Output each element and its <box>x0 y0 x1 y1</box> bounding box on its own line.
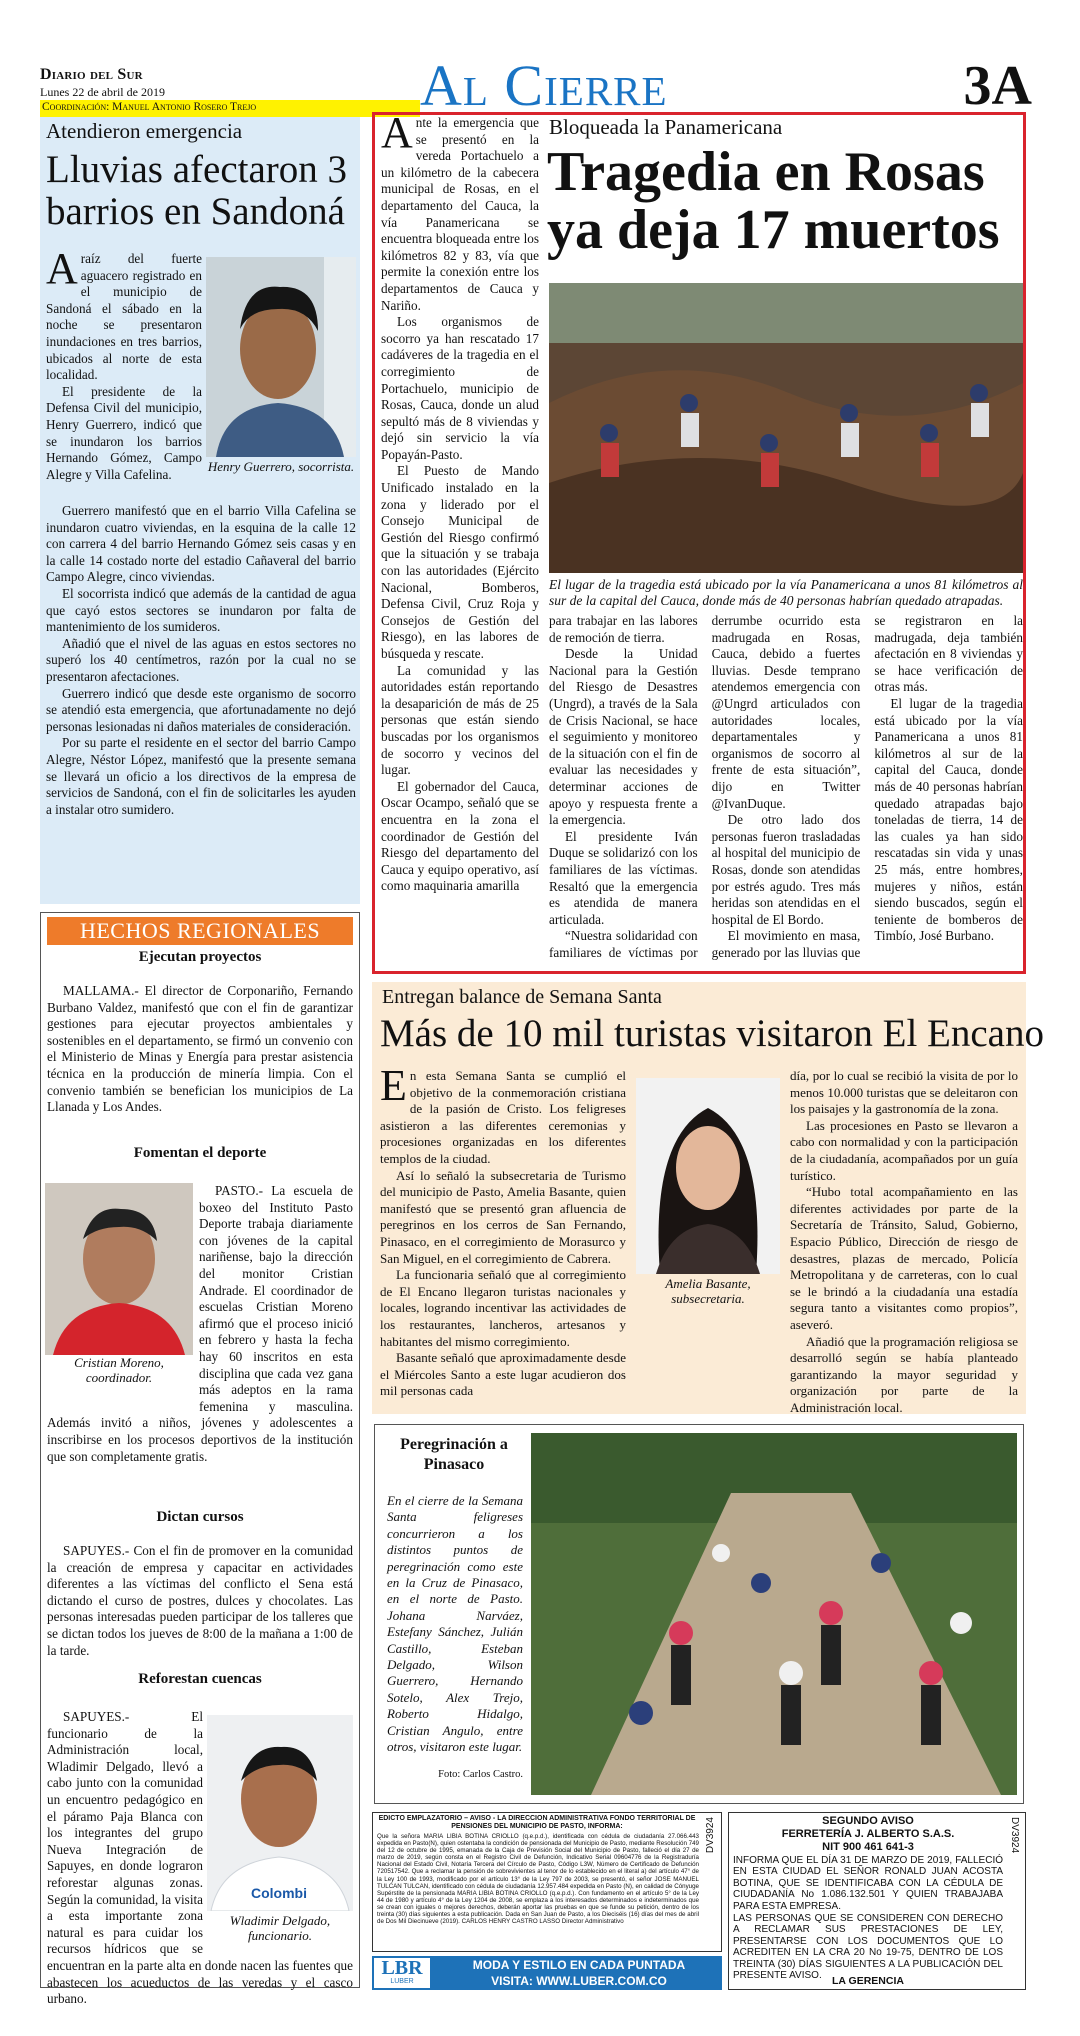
rosas-left-p5: El gobernador del Cauca, Oscar Ocampo, señaló que se encuentra en la zona el coordinador de Gestión del Riesgo del departamento del Cauca y equipo operativo, así como maquinaria amarilla <box>381 778 539 894</box>
amelia-basante-photo <box>636 1078 780 1274</box>
rosas-left-p1: Ante la emergencia que se presentó en la vereda Portachuelo a un kilómetro de la cabecera municipal de Rosas, en el departamento del Cauca, la vía Panamericana se encuentra bloqueada entre los kilómetros 82 y 83, vía que permite la conexión entre los departamentos de Cauca y Nariño. <box>381 108 539 313</box>
encano-col1-p4: Basante señaló que aproximadamente desde el Miércoles Santo a este lugar acudieron dos mil personas cada <box>380 1350 626 1399</box>
coordination-text: Coordinación: Manuel Antonio Rosero Trejo <box>42 101 257 113</box>
rosas-left-p4: La comunidad y las autoridades están reportando la desaparición de más de 25 personas que están siendo buscadas por los organismos de socorro y vecinos del lugar. <box>381 662 539 778</box>
luber-logo-box <box>374 1958 430 1988</box>
encano-col1 <box>380 1061 626 1400</box>
hechos-item-4-title: Reforestan cuencas <box>138 1671 262 1687</box>
encano-col2 <box>790 1068 1018 1416</box>
hechos-item-1-text: MALLAMA.- El director de Corponariño, Fernando Burbano Valdez, manifestó que con el fin de garantizar gestiones para ejecutar proyectos ambientales y sostenibles en el departamento, se firmó un convenio con el Ministerio de Minas y Energía para prestar asistencia técnica en la producción de minería limpia. Con el convenio también se benefician los municipios de La Llanada y Los Andes. <box>47 983 353 1115</box>
aviso-nit: NIT 900 461 641-3 <box>822 1841 914 1853</box>
encano-col2-p2: Las procesiones en Pasto se llevaron a cabo con normalidad y con la participación de la ciudadanía, acompañados por un guía turístico. <box>790 1117 1018 1183</box>
masthead <box>40 53 1040 118</box>
rosas-bottom-p7: El lugar de la tragedia está ubicado por la vía Panamericana a unos 81 kilómetros al sur de la capital del Cauca, donde más de 40 personas habrían quedado atrapadas bajo toneladas de tierra, 14 de las cuales ya han sido rescatadas sin vida y unas 25 más, entre hombres, mujeres y niños, están siendo buscados, según el teniente de bomberos de Timbío, José Burbano. <box>874 695 1023 944</box>
sandona-body <box>46 503 356 818</box>
pinasaco-credit: Foto: Carlos Castro. <box>438 1769 523 1780</box>
edicto-title: EDICTO EMPLAZATORIO – AVISO - LA DIRECCION ADMINISTRATIVA FONDO TERRITORIAL DE PENSIONES DEL MUNICIPIO DE PASTO, INFORMA: <box>378 1815 696 1830</box>
aviso-text-1: INFORMA QUE EL DÍA 31 DE MARZO DE 2019, FALLECIÓ EN ESTA CIUDAD EL SEÑOR RONALD JUAN ACOSTA BOTINA, QUE SE IDENTIFICABA CON LA CÉDULA DE CIUDADANÍA No 1.086.132.501 Y QUIEN TRABAJABA PARA ESTA EMPRESA. <box>733 1855 1003 1912</box>
paper-name: Diario del Sur <box>40 66 143 83</box>
sandona-body-p5: Por su parte el residente en el sector del barrio Campo Alegre, Néstor López, manifestó que la presente semana se llevará un oficio a los directivos de la empresa de servicios de Sandoná, con el fin de solicitarles les ayuden a instalar otro sumidero. <box>46 735 356 817</box>
hechos-regionales <box>40 912 360 2007</box>
float-spacer <box>47 1183 199 1403</box>
page-number: 3A <box>963 55 1032 117</box>
luber-logo: LBR <box>381 1957 423 1979</box>
photo-shirt-logo: Colombi <box>251 1885 307 1901</box>
cristian-moreno-caption: Cristian Moreno, coordinador. <box>74 1355 164 1385</box>
edicto-text: Que la señora MARIA LIBIA BOTINA CRIOLLO (q.e.p.d.), identificada con cédula de ciudadanía 27.066.443 expedida en Pasto(N), quien ostentaba la condición de pensionada del Municipio de Pasto, mediante Resolución 749 del 12 de octubre de 1995, emanada de la Caja de Previsión Social del Municipio de Pasto, falleció el día 27 de marzo de 2019, según consta en el Registro Civil de Defunción, Indicativo Serial 09604776 de la Registraduría Nacional del Estado Civil, Notaría Tercera del Círculo de Pasto, Código L3W, Número de Certificado de Defunción 720517542. Que a reclamar la pensión de sobrevivientes al tenor de lo establecido en el literal a) del artículo 47° de la Ley 100 de 1993, modificado por el artículo 13° de la Ley 797 de 2003, se presentó, el señor JOSE MANUEL TULCAN TULCAN, identificado con cédula de ciudadanía 12.957.484 expedida en Pasto (N), en calidad de Cónyuge Supérstite de la pensionada MARIA LIBIA BOTINA CRIOLLO (q.e.p.d.). Con fundamento en el artículo 5° de la Ley 44 de 1980 y artículo 4° de la Ley 1204 de 2008, se emplaza a los interesados determinados e indeterminados que se crean con iguales o mejores derechos, deberán aportar las pruebas en que se funde su petición, dentro de los treinta (30) días siguientes a esta publicación. Dada en San Juan de Pasto, a los Dieciséis (16) días del mes de abril de Dos Mil Diecinueve (2019). CARLOS HENRY CASTRO LASSO Director Administrativo <box>377 1833 699 1926</box>
hechos-item-3-title: Dictan cursos <box>156 1509 244 1525</box>
rosas-article <box>372 108 1026 974</box>
amelia-basante-caption: Amelia Basante, subsecretaria. <box>665 1276 751 1306</box>
hechos-item-1-title: Ejecutan proyectos <box>138 949 262 965</box>
henry-guerrero-caption: Henry Guerrero, socorrista. <box>207 459 355 474</box>
issue-date: Lunes 22 de abril de 2019 <box>40 85 165 99</box>
encano-col1-p2: Así lo señaló la subsecretaria de Turismo del municipio de Pasto, Amelia Basante, quien manifestó que se presentó gran afluencia de peregrinos en los cerros de San Fernando, Pinasaco, en el corregimiento de Morasurco y San Miguel, en el corregimiento de Cabrera. <box>380 1167 626 1266</box>
sandona-lead <box>46 244 202 483</box>
hechos-item-2-title: Fomentan el deporte <box>133 1145 267 1161</box>
rosas-bottom-p4: “Nuestra solidaridad con familiares de víctimas por derrumbe ocurrido esta madrugada en Rosas, Cauca, debido a fuertes lluvias. Desde temprano atendemos emergencia con @Ungrd articulados con autoridades locales, departamentales y organismos de socorro al frente de esta situación”, dijo en Twitter @IvanDuque. <box>549 613 861 960</box>
landslide-photo-icon <box>549 283 1023 573</box>
encano-article <box>372 982 1044 1415</box>
encano-col2-p1: día, por lo cual se recibió la visita de por lo menos 10.000 turistas que se deleitaron con los paisajes y la gastronomía de la zona. <box>790 1068 1018 1117</box>
luber-ad <box>372 1956 722 1990</box>
encano-col2-p3: “Hubo total acompañamiento en las diferentes actividades por parte de la Secretaría de Tránsito, Salud, Gobierno, Espacio Público, Dirección de riesgo de desastres, plazas de mercado, Policía Metropolitana y de carreteras, con lo cual se le brindó a la ciudadanía una estadía segura tanto a visitantes como propios”, aseveró. <box>790 1184 1018 1332</box>
segundo-aviso <box>728 1812 1026 1990</box>
encano-col1-p3: La funcionaria señaló que al corregimiento de El Encano llegaron turistas nacionales y locales, logrando incentivar las actividades de los restaurantes, lancheros, artesanos y habitantes del mismo corregimiento. <box>380 1267 626 1349</box>
rosas-kicker: Bloqueada la Panamericana <box>549 115 783 139</box>
luber-logo-sub: LUBER <box>390 1978 414 1985</box>
rosas-bottom-p5: De otro lado dos personas fueron trasladadas al hospital del municipio de Rosas, donde son atendidas por estrés agudo. Tres más heridas son atendidas en el hospital de El Bordo. <box>711 812 861 927</box>
rosas-left-p3: El Puesto de Mando Unificado instalado en la zona y liderado por el Consejo Municipal de Gestión del Riesgo confirmó que la situación y se trabaja con las autoridades (Ejército Nacional, Bomberos, Defensa Civil, Cruz Roja y Consejos de Gestión del Riesgo), en las labores de búsqueda y rescate. <box>381 463 539 661</box>
sandona-body-p4: Guerrero indicó que desde este organismo de socorro se atendió esta emergencia, que afortunadamente no dejó personas lesionadas ni daños materiales de consideración. <box>46 685 356 734</box>
sandona-headline: Lluvias afectaron 3 barrios en Sandoná <box>46 148 348 233</box>
pilgrims-photo-icon <box>531 1433 1017 1795</box>
hechos-item-3-text: SAPUYES.- Con el fin de promover en la comunidad la creación de empresa y capacitar en actividades diferentes a las víctimas del conflicto el Sena está dictando el curso de postres, dulces y chocolates. Las personas interesadas pueden participar de los talleres que se dictan todos los jueves de 8:00 de la mañana a 1:00 de la tarde. <box>47 1543 353 1658</box>
sandona-body-p2: El socorrista indicó que además de la cantidad de agua que cayó estos sectores se inundaron por falta de mantenimiento de los sumideros. <box>46 585 356 635</box>
wladimir-delgado-photo <box>207 1715 353 1911</box>
hechos-banner: HECHOS REGIONALES <box>47 917 353 945</box>
encano-col2-p4: Añadió que la programación religiosa se desarrolló según se había planteado garantizando la mayor seguridad y organización por parte de la Administración local. <box>790 1333 1018 1415</box>
portrait-icon <box>207 1715 353 1911</box>
portrait-icon <box>206 257 356 457</box>
edicto-code: DV3924 <box>705 1817 716 1854</box>
pinasaco-title: Peregrinación a Pinasaco <box>400 1436 508 1473</box>
encano-headline: Más de 10 mil turistas visitaron El Encano <box>380 1012 1044 1055</box>
rosas-headline: Tragedia en Rosas ya deja 17 muertos <box>547 141 1000 261</box>
encano-col1-p1: En esta Semana Santa se cumplió el objetivo de la conmemoración cristiana de la pasión de Cristo. Los feligreses asistieron a las diferentes ceremonias y procesiones organizadas en los diferentes templos de la ciudad. <box>380 1061 626 1166</box>
rosas-bottom-p1: para trabajar en las labores de remoción de tierra. <box>549 613 698 645</box>
rosas-rescue-photo <box>549 283 1023 573</box>
henry-guerrero-photo <box>206 257 356 457</box>
rosas-bottom-p2: Desde la Unidad Nacional para la Gestión del Riesgo de Desastres (Ungrd), a través de la Sala de Crisis Nacional, se hace el seguimiento y monitoreo de la situación con el fin de evaluar las necesidades y determinar acciones de apoyo y respuesta frente a la emergencia. <box>549 646 698 828</box>
hechos-item-2-text-wrap <box>47 1183 353 1465</box>
wladimir-delgado-caption: Wladimir Delgado, funcionario. <box>229 1913 331 1943</box>
rosas-left-p2: Los organismos de socorro ya han rescatado 17 cadáveres de la tragedia en el corregimiento de Portachuelo, municipio de Rosas, Cauca, donde un alud sepultó más de 8 viviendas y dejó sin servicio la vía Popayán-Pasto. <box>381 314 539 462</box>
sandona-lead-p2: El presidente de la Defensa Civil del municipio, Henry Guerrero, indicó que se inundaron los barrios Hernando Gómez, Campo Alegre y Villa Cafelina. <box>46 383 202 482</box>
luber-visit: VISITA: WWW.LUBER.COM.CO <box>491 1974 667 1988</box>
pinasaco-pilgrims-photo <box>531 1433 1017 1795</box>
hechos-item-2-text: PASTO.- La escuela de boxeo del Instituto Pasto Deporte trabaja diariamente con jóvenes de la capital nariñense, bajo la dirección del monitor Cristian Andrade. El coordinador de escuelas Cristian Moreno afirmó que el proceso inició en febrero y hasta la fecha hay 60 inscritos en esta disciplina que cada vez gana más adeptos en la rama femenina y masculina. Además invitó a niños, jóvenes y adolescentes a inscribirse en los procesos deportivos de la institución que son completamente gratis. <box>47 1183 353 1464</box>
pinasaco-feature <box>374 1424 1024 1804</box>
aviso-text-2: LAS PERSONAS QUE SE CONSIDEREN CON DERECHO A RECLAMAR SUS PRESTACIONES DE LEY, PRESENTARSE CON LOS DOCUMENTOS QUE LO ACREDITEN EN LA CRA 20 No 19-75, DENTRO DE LOS TREINTA (30) DÍAS SIGUIENTES A LA PUBLICACIÓN DEL PRESENTE AVISO. <box>733 1913 1003 1982</box>
rosas-bottom-cols <box>549 613 1023 969</box>
section-title: Al Cierre <box>420 53 668 118</box>
edicto-notice <box>372 1812 722 1952</box>
pinasaco-text: En el cierre de la Semana Santa feligreses concurrieron a los distintos puntos de peregrinación como este en la Cruz de Pinasaco, en el norte de Pasto. Johana Narváez, Estefany Sánchez, Julián Castillo, Esteban Delgado, Wilson Guerrero, Hernando Sotelo, Alex Trejo, Roberto Hidalgo, Cristian Angulo, entre otros, visitaron este lugar. <box>387 1493 523 1755</box>
sandona-article <box>40 117 360 904</box>
rosas-bottom-p3: El presidente Iván Duque se solidarizó con los familiares de las víctimas. Resaltó que la emergencia es atendida de manera articulada. <box>549 828 698 927</box>
encano-kicker: Entregan balance de Semana Santa <box>382 986 662 1008</box>
luber-slogan: MODA Y ESTILO EN CADA PUNTADA <box>472 1958 686 1972</box>
sandona-body-p3: Añadió que el nivel de las aguas en estos sectores no superó los 40 centímetros, razón por la cual no se presentaron afectaciones. <box>46 635 356 684</box>
aviso-code: DV3924 <box>1009 1817 1020 1854</box>
sandona-body-p1: Guerrero manifestó que en el barrio Villa Cafelina se inundaron cuatro viviendas, en la esquina de la calle 12 con carrera 4 del barrio Hernando Gómez seis casas y en la calle 14 costado norte del estadio Cañaveral del barrio Campo Alegre, cinco viviendas. <box>46 503 356 585</box>
rosas-photo-caption: El lugar de la tragedia está ubicado por la vía Panamericana a unos 81 kilómetros al sur de la capital del Cauca, donde más de 40 personas habrían quedado atrapadas. <box>549 577 1023 608</box>
portrait-icon <box>636 1078 780 1274</box>
sandona-kicker: Atendieron emergencia <box>46 119 243 143</box>
rosas-bottom-p6: El movimiento en masa, generado por las lluvias que se registraron en la madrugada, deja también afectación en 8 viviendas y se hace verificación de otras más. <box>711 613 1023 960</box>
aviso-company: FERRETERÍA J. ALBERTO S.A.S. <box>781 1828 955 1840</box>
hechos-item-4-text: SAPUYES.- El funcionario de la Administración local, Wladimir Delgado, llevó a cabo junto con la comunidad un encuentro pedagógico en el páramo Paja Blanca con los integrantes del grupo Nueva Integración de Sapuyes, en donde lograron reforestar algunas zonas. Según la comunidad, la visita a esta importante zona natural es para cuidar los recursos hídricos que se encuentran en la parte alta en donde nacen las fuentes que abastecen los acueductos de las veredas y el casco urbano. <box>47 1709 353 2007</box>
aviso-signature: LA GERENCIA <box>832 1975 904 1987</box>
aviso-title: SEGUNDO AVISO <box>822 1815 914 1827</box>
rosas-left-col <box>381 108 539 895</box>
sandona-lead-p1: Araíz del fuerte aguacero registrado en el municipio de Sandoná el sábado en la noche se presentaron inundaciones en tres barrios, ubicados al norte de esta localidad. <box>46 244 202 383</box>
